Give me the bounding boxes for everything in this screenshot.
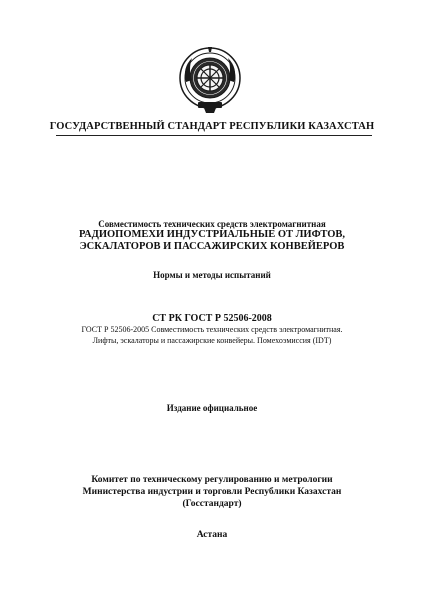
publisher-line-2: Министерства индустрии и торговли Республики Казахстан: [82, 487, 342, 497]
publisher-line-3: (Госстандарт): [182, 499, 242, 509]
standard-code: СТ РК ГОСТ Р 52506-2008: [152, 313, 272, 324]
reference-line-2: Лифты, эскалаторы и пассажирские конвейеры. Помехоэмиссия (IDT): [92, 336, 332, 345]
publisher-block: [0, 474, 424, 510]
title-line-3: ЭСКАЛАТОРОВ И ПАССАЖИРСКИХ КОНВЕЙЕРОВ: [79, 241, 345, 252]
reference-standard: [0, 324, 424, 346]
header-divider: [56, 135, 372, 136]
document-title: [0, 219, 424, 253]
reference-line-1: ГОСТ Р 52506-2005 Совместимость технических средств электромагнитная.: [81, 325, 343, 334]
standard-type-heading: ГОСУДАРСТВЕННЫЙ СТАНДАРТ РЕСПУБЛИКИ КАЗАХСТАН: [49, 121, 375, 132]
title-line-2: РАДИОПОМЕХИ ИНДУСТРИАЛЬНЫЕ ОТ ЛИФТОВ,: [78, 229, 346, 240]
publisher-line-1: Комитет по техническому регулированию и метрологии: [91, 475, 333, 485]
state-emblem-icon: [178, 46, 242, 114]
publication-city: Астана: [196, 530, 228, 540]
document-subtitle: Нормы и методы испытаний: [153, 270, 271, 280]
title-line-1: Совместимость технических средств электромагнитная: [98, 219, 326, 229]
edition-label: Издание официальное: [166, 403, 258, 413]
